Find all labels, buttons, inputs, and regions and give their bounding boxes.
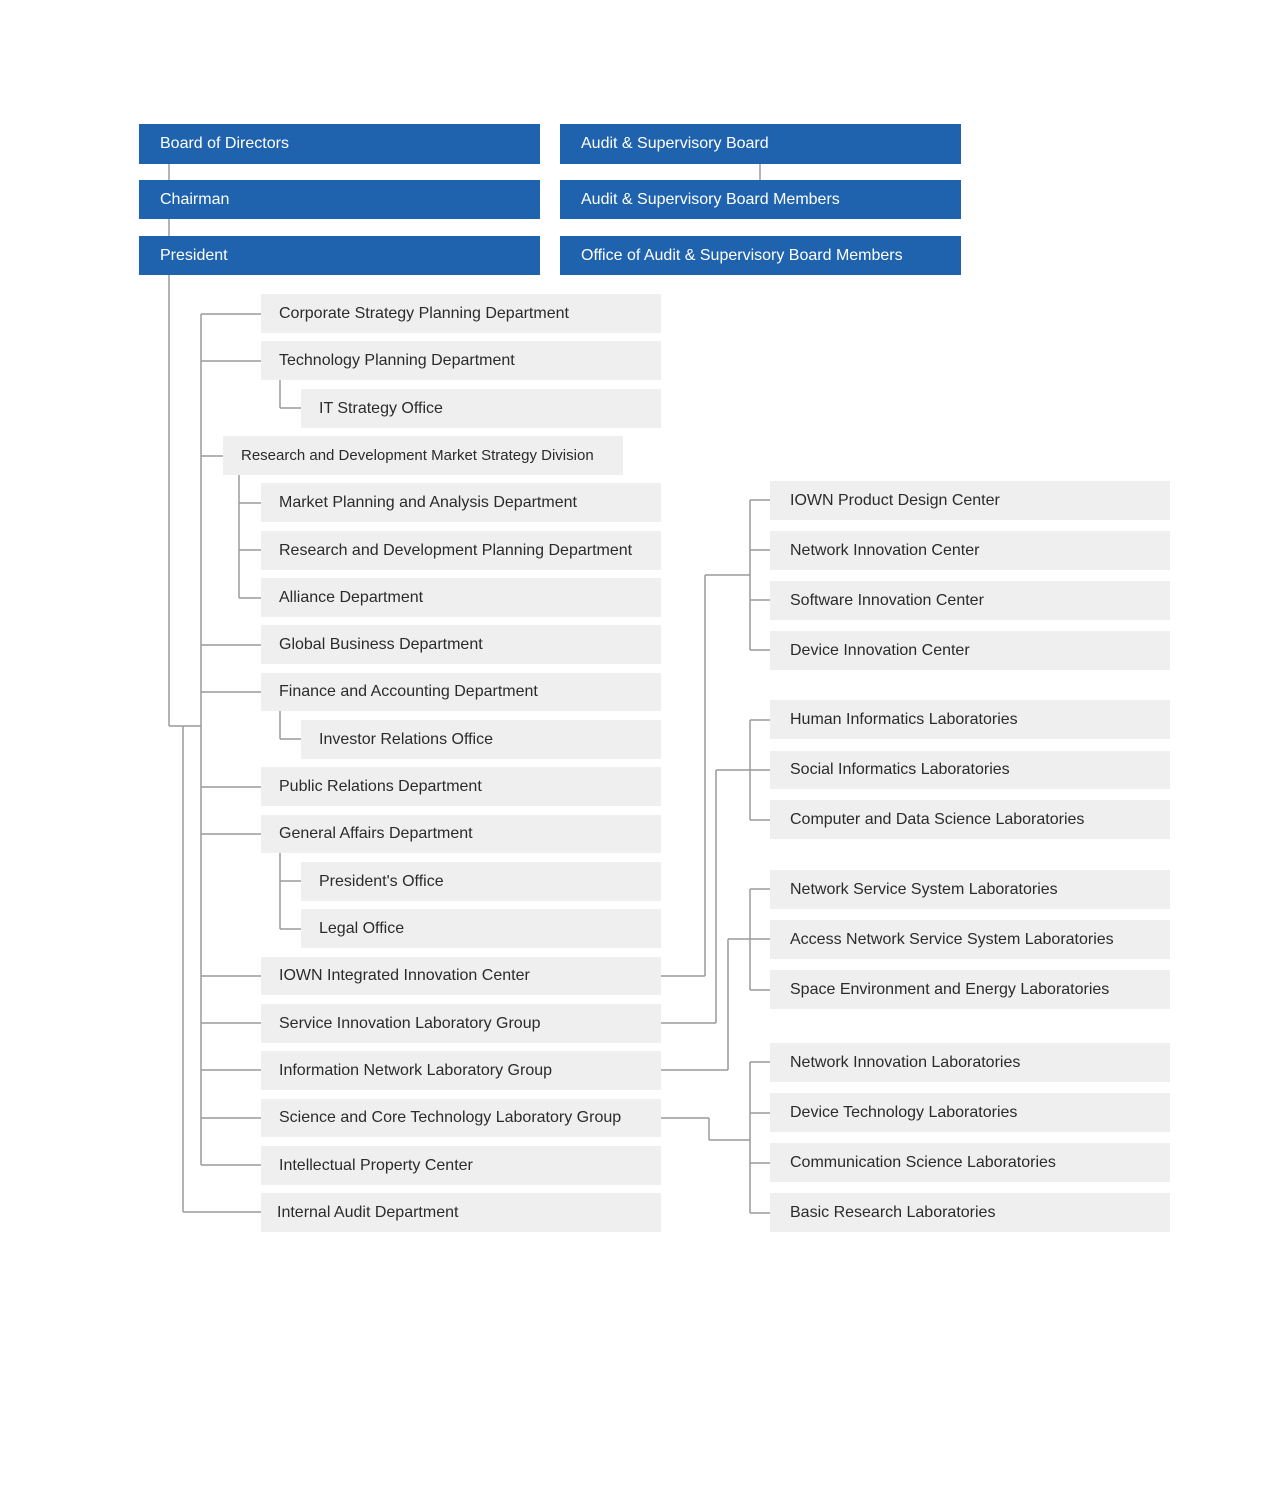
lab-device-innovation: Device Innovation Center: [770, 631, 1170, 670]
lab-basic-research: Basic Research Laboratories: [770, 1193, 1170, 1232]
audit-board-box: Audit & Supervisory Board: [560, 124, 961, 164]
lab-social-informatics: Social Informatics Laboratories: [770, 751, 1170, 789]
dept-general-affairs: General Affairs Department: [261, 815, 661, 853]
dept-service-innovation: Service Innovation Laboratory Group: [261, 1004, 661, 1043]
dept-internal-audit: Internal Audit Department: [261, 1193, 661, 1232]
dept-rd-planning: Research and Development Planning Department: [261, 531, 661, 570]
dept-alliance: Alliance Department: [261, 578, 661, 617]
dept-finance: Finance and Accounting Department: [261, 673, 661, 711]
lab-space-environment: Space Environment and Energy Laboratories: [770, 970, 1170, 1009]
lab-iown-product: IOWN Product Design Center: [770, 481, 1170, 520]
lab-access-network: Access Network Service System Laboratories: [770, 920, 1170, 959]
dept-public-relations: Public Relations Department: [261, 767, 661, 806]
dept-legal: Legal Office: [301, 909, 661, 948]
dept-it-strategy: IT Strategy Office: [301, 389, 661, 428]
dept-iown-center: IOWN Integrated Innovation Center: [261, 957, 661, 995]
lab-communication-science: Communication Science Laboratories: [770, 1143, 1170, 1182]
president-box: President: [139, 236, 540, 275]
dept-corporate-strategy: Corporate Strategy Planning Department: [261, 294, 661, 333]
dept-global-business: Global Business Department: [261, 625, 661, 664]
board-of-directors-box: Board of Directors: [139, 124, 540, 164]
lab-software-innovation: Software Innovation Center: [770, 581, 1170, 620]
lab-human-informatics: Human Informatics Laboratories: [770, 700, 1170, 739]
dept-technology-planning: Technology Planning Department: [261, 341, 661, 380]
lab-network-innovation-center: Network Innovation Center: [770, 531, 1170, 570]
dept-presidents-office: President's Office: [301, 862, 661, 901]
audit-board-members-box: Audit & Supervisory Board Members: [560, 180, 961, 219]
chairman-box: Chairman: [139, 180, 540, 219]
lab-device-technology: Device Technology Laboratories: [770, 1093, 1170, 1132]
lab-computer-data-science: Computer and Data Science Laboratories: [770, 800, 1170, 839]
dept-investor-relations: Investor Relations Office: [301, 720, 661, 759]
dept-rd-market-strategy: Research and Development Market Strategy Division: [223, 436, 623, 475]
audit-office-box: Office of Audit & Supervisory Board Members: [560, 236, 961, 275]
dept-ip-center: Intellectual Property Center: [261, 1146, 661, 1185]
dept-information-network: Information Network Laboratory Group: [261, 1051, 661, 1090]
dept-science-core: Science and Core Technology Laboratory Group: [261, 1099, 661, 1137]
lab-network-innovation-labs: Network Innovation Laboratories: [770, 1043, 1170, 1082]
dept-market-planning: Market Planning and Analysis Department: [261, 483, 661, 522]
lab-network-service-system: Network Service System Laboratories: [770, 870, 1170, 909]
